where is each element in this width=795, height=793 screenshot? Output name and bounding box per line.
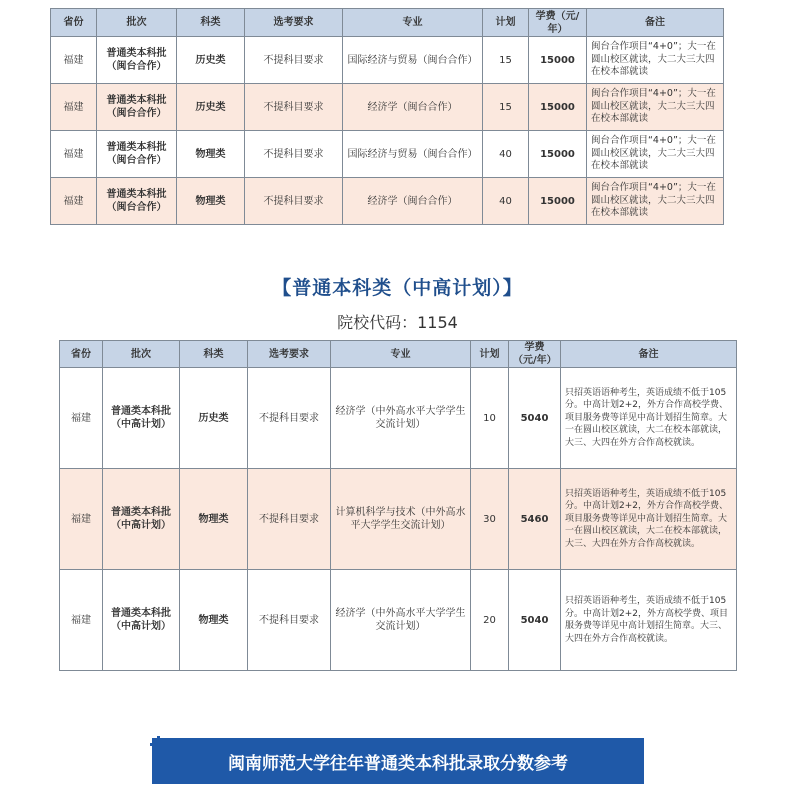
header-notes: 备注: [587, 9, 724, 37]
sino-foreign-program-table: [59, 340, 737, 671]
cell-requirement: 不提科目要求: [245, 37, 343, 84]
cell-requirement: 不提科目要求: [248, 368, 331, 469]
cell-major: 计算机科学与技术（中外高水平大学学生交流计划）: [331, 469, 471, 570]
cell-tuition: 15000: [529, 131, 587, 178]
header-major: 专业: [343, 9, 483, 37]
cell-subject-type: 物理类: [177, 131, 245, 178]
cell-province: 福建: [60, 469, 103, 570]
cell-plan: 40: [483, 178, 529, 225]
school-code: 院校代码：1154: [337, 313, 458, 332]
table-row: [51, 131, 724, 178]
header-major: 专业: [331, 341, 471, 368]
score-reference-banner[interactable]: 闽南师范大学往年普通类本科批录取分数参考: [152, 738, 644, 784]
cell-major: 经济学（闽台合作）: [343, 178, 483, 225]
header-province: 省份: [51, 9, 97, 37]
header-requirement: 选考要求: [245, 9, 343, 37]
header-requirement: 选考要求: [248, 341, 331, 368]
cell-tuition: 15000: [529, 178, 587, 225]
cell-tuition: 5460: [509, 469, 561, 570]
section-title: 【普通本科类（中高计划）】: [272, 277, 523, 299]
cell-tuition: 5040: [509, 368, 561, 469]
cell-notes: 闽台合作项目“4+0”；大一在圆山校区就读，大二大三大四在校本部就读: [587, 178, 724, 225]
table-row: [60, 469, 737, 570]
cell-notes: 闽台合作项目“4+0”；大一在圆山校区就读，大二大三大四在校本部就读: [587, 131, 724, 178]
cell-requirement: 不提科目要求: [245, 131, 343, 178]
cell-province: 福建: [60, 570, 103, 671]
cell-batch: 普通类本科批（闽台合作）: [97, 84, 177, 131]
cell-batch: 普通类本科批（闽台合作）: [97, 37, 177, 84]
cell-subject-type: 物理类: [177, 178, 245, 225]
cell-notes: 闽台合作项目“4+0”；大一在圆山校区就读，大二大三大四在校本部就读: [587, 84, 724, 131]
cell-plan: 20: [471, 570, 509, 671]
cell-subject-type: 历史类: [180, 368, 248, 469]
table-row: [60, 570, 737, 671]
cell-batch: 普通类本科批（中高计划）: [103, 469, 180, 570]
cell-province: 福建: [51, 37, 97, 84]
cell-plan: 40: [483, 131, 529, 178]
cell-major: 经济学（闽台合作）: [343, 84, 483, 131]
header-plan: 计划: [483, 9, 529, 37]
cell-batch: 普通类本科批（中高计划）: [103, 570, 180, 671]
cell-major: 国际经济与贸易（闽台合作）: [343, 37, 483, 84]
cell-subject-type: 物理类: [180, 469, 248, 570]
cell-plan: 10: [471, 368, 509, 469]
header-batch: 批次: [103, 341, 180, 368]
cell-province: 福建: [60, 368, 103, 469]
cell-requirement: 不提科目要求: [245, 178, 343, 225]
cell-province: 福建: [51, 131, 97, 178]
header-subject-type: 科类: [180, 341, 248, 368]
cell-notes: 只招英语语种考生，英语成绩不低于105分。中高计划2+2，外方合作高校学费、项目服务费等详见中高计划招生简章。大一在圆山校区就读，大二在校本部就读，大三、大四在外方合作高校就读。: [561, 469, 737, 570]
cell-tuition: 5040: [509, 570, 561, 671]
header-plan: 计划: [471, 341, 509, 368]
header-notes: 备注: [561, 341, 737, 368]
table-row: [51, 178, 724, 225]
header-batch: 批次: [97, 9, 177, 37]
cell-subject-type: 历史类: [177, 37, 245, 84]
table-header-row: [60, 341, 737, 368]
table-row: [60, 368, 737, 469]
cell-requirement: 不提科目要求: [248, 469, 331, 570]
cell-tuition: 15000: [529, 37, 587, 84]
header-province: 省份: [60, 341, 103, 368]
cell-subject-type: 历史类: [177, 84, 245, 131]
cell-requirement: 不提科目要求: [245, 84, 343, 131]
cell-subject-type: 物理类: [180, 570, 248, 671]
cooperation-program-table: [50, 8, 724, 225]
table-header-row: [51, 9, 724, 37]
cell-notes: 闽台合作项目“4+0”；大一在圆山校区就读，大二大三大四在校本部就读: [587, 37, 724, 84]
cell-batch: 普通类本科批（中高计划）: [103, 368, 180, 469]
header-subject-type: 科类: [177, 9, 245, 37]
cell-plan: 15: [483, 84, 529, 131]
cell-province: 福建: [51, 178, 97, 225]
cell-major: 经济学（中外高水平大学学生交流计划）: [331, 368, 471, 469]
table-row: [51, 37, 724, 84]
header-tuition: 学费（元/年）: [529, 9, 587, 37]
cell-major: 经济学（中外高水平大学学生交流计划）: [331, 570, 471, 671]
table-row: [51, 84, 724, 131]
cell-notes: 只招英语语种考生，英语成绩不低于105分。中高计划2+2，外方合作高校学费、项目服务费等详见中高计划招生简章。大一在圆山校区就读，大二在校本部就读，大三、大四在外方合作高校就读。: [561, 368, 737, 469]
cell-batch: 普通类本科批（闽台合作）: [97, 178, 177, 225]
cell-plan: 15: [483, 37, 529, 84]
header-tuition: 学费（元/年）: [509, 341, 561, 368]
cell-notes: 只招英语语种考生，英语成绩不低于105分。中高计划2+2，外方高校学费、项目服务费等详见中高计划招生简章。大三、大四在外方合作高校就读。: [561, 570, 737, 671]
cell-batch: 普通类本科批（闽台合作）: [97, 131, 177, 178]
cell-requirement: 不提科目要求: [248, 570, 331, 671]
cell-tuition: 15000: [529, 84, 587, 131]
cell-province: 福建: [51, 84, 97, 131]
cell-plan: 30: [471, 469, 509, 570]
cell-major: 国际经济与贸易（闽台合作）: [343, 131, 483, 178]
